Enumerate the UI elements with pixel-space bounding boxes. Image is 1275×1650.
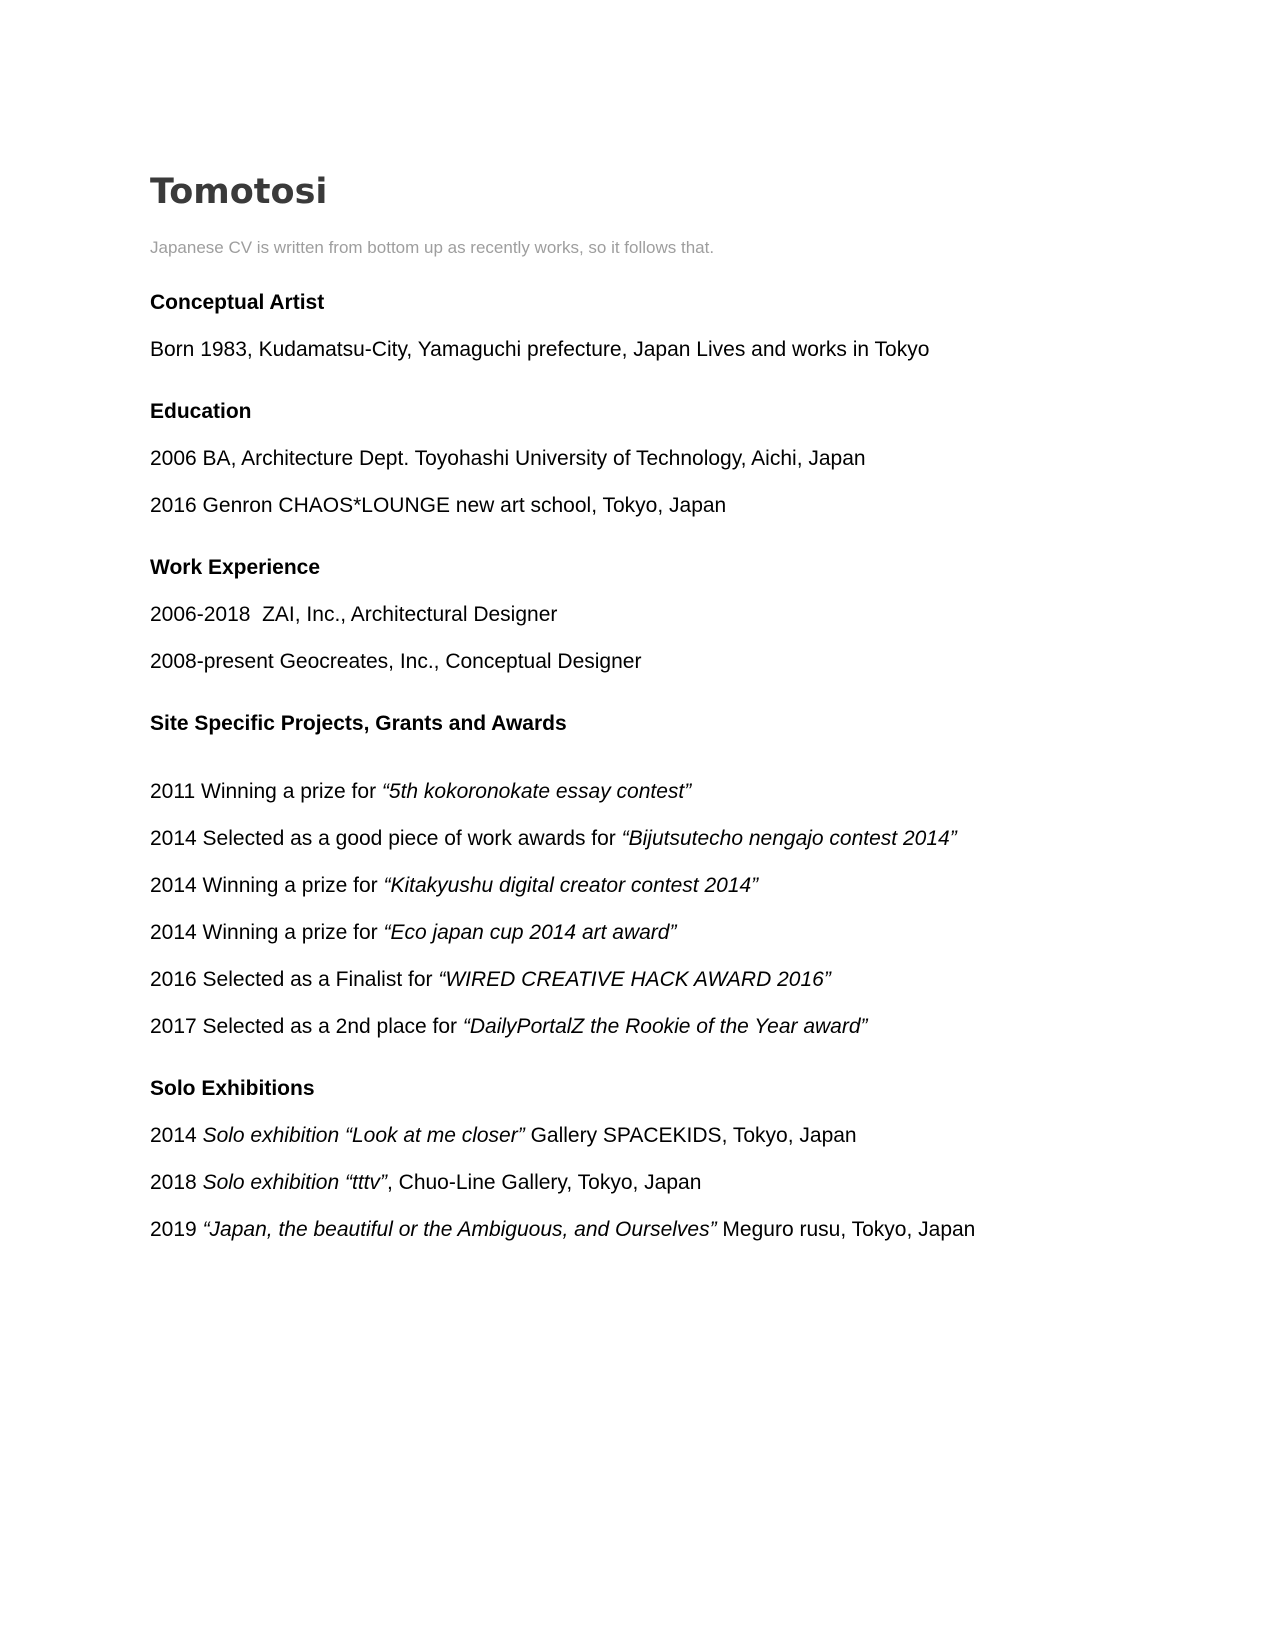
section-work <box>150 553 1200 677</box>
section-heading-awards: Site Specific Projects, Grants and Awards <box>150 712 567 735</box>
exhibition-item <box>150 1168 1200 1198</box>
section-heading-profile: Conceptual Artist <box>150 291 325 314</box>
exhibition-year: 2019 <box>150 1218 203 1241</box>
cv-content <box>150 170 1200 1245</box>
award-text: 2014 Winning a prize for <box>150 874 384 897</box>
work-item: 2008-present Geocreates, Inc., Conceptual Designer <box>150 650 642 673</box>
page-title: Tomotosi <box>150 172 328 212</box>
section-heading-work: Work Experience <box>150 556 321 579</box>
exhibition-year: 2014 <box>150 1124 203 1147</box>
award-title: “5th kokoronokate essay contest” <box>381 780 692 803</box>
award-title: “DailyPortalZ the Rookie of the Year award” <box>462 1015 868 1038</box>
section-education <box>150 397 1200 521</box>
exhibition-venue: , Chuo-Line Gallery, Tokyo, Japan <box>386 1171 702 1194</box>
exhibition-title: “Japan, the beautiful or the Ambiguous, and Ourselves” <box>202 1218 717 1241</box>
section-profile <box>150 288 1200 365</box>
exhibition-venue: Meguro rusu, Tokyo, Japan <box>716 1218 976 1241</box>
section-solo-exhibitions <box>150 1074 1200 1245</box>
exhibition-year: 2018 <box>150 1171 203 1194</box>
award-item <box>150 965 1200 995</box>
section-heading-education: Education <box>150 400 252 423</box>
award-item <box>150 871 1200 901</box>
exhibition-title: Solo exhibition “Look at me closer” <box>202 1124 525 1147</box>
bio-line: Born 1983, Kudamatsu-City, Yamaguchi prefecture, Japan Lives and works in Tokyo <box>150 338 930 361</box>
award-item <box>150 918 1200 948</box>
award-item <box>150 824 1200 854</box>
education-item: 2016 Genron CHAOS*LOUNGE new art school, Tokyo, Japan <box>150 494 727 517</box>
award-item <box>150 777 1200 807</box>
award-text: 2016 Selected as a Finalist for <box>150 968 439 991</box>
award-text: 2017 Selected as a 2nd place for <box>150 1015 463 1038</box>
award-title: “Bijutsutecho nengajo contest 2014” <box>621 827 957 850</box>
section-heading-solo: Solo Exhibitions <box>150 1077 315 1100</box>
award-text: 2014 Selected as a good piece of work awards for <box>150 827 622 850</box>
award-title: “Eco japan cup 2014 art award” <box>383 921 677 944</box>
work-item: 2006-2018 ZAI, Inc., Architectural Designer <box>150 603 558 626</box>
award-text: 2014 Winning a prize for <box>150 921 384 944</box>
exhibition-venue: Gallery SPACEKIDS, Tokyo, Japan <box>524 1124 857 1147</box>
cv-note: Japanese CV is written from bottom up as recently works, so it follows that. <box>150 238 715 257</box>
exhibition-title: Solo exhibition “tttv” <box>202 1171 387 1194</box>
exhibition-item <box>150 1121 1200 1151</box>
exhibition-item <box>150 1215 1200 1245</box>
award-title: “Kitakyushu digital creator contest 2014” <box>383 874 759 897</box>
section-awards <box>150 709 1200 1042</box>
award-title: “WIRED CREATIVE HACK AWARD 2016” <box>438 968 831 991</box>
award-text: 2011 Winning a prize for <box>150 780 382 803</box>
award-item <box>150 1012 1200 1042</box>
education-item: 2006 BA, Architecture Dept. Toyohashi University of Technology, Aichi, Japan <box>150 447 866 470</box>
